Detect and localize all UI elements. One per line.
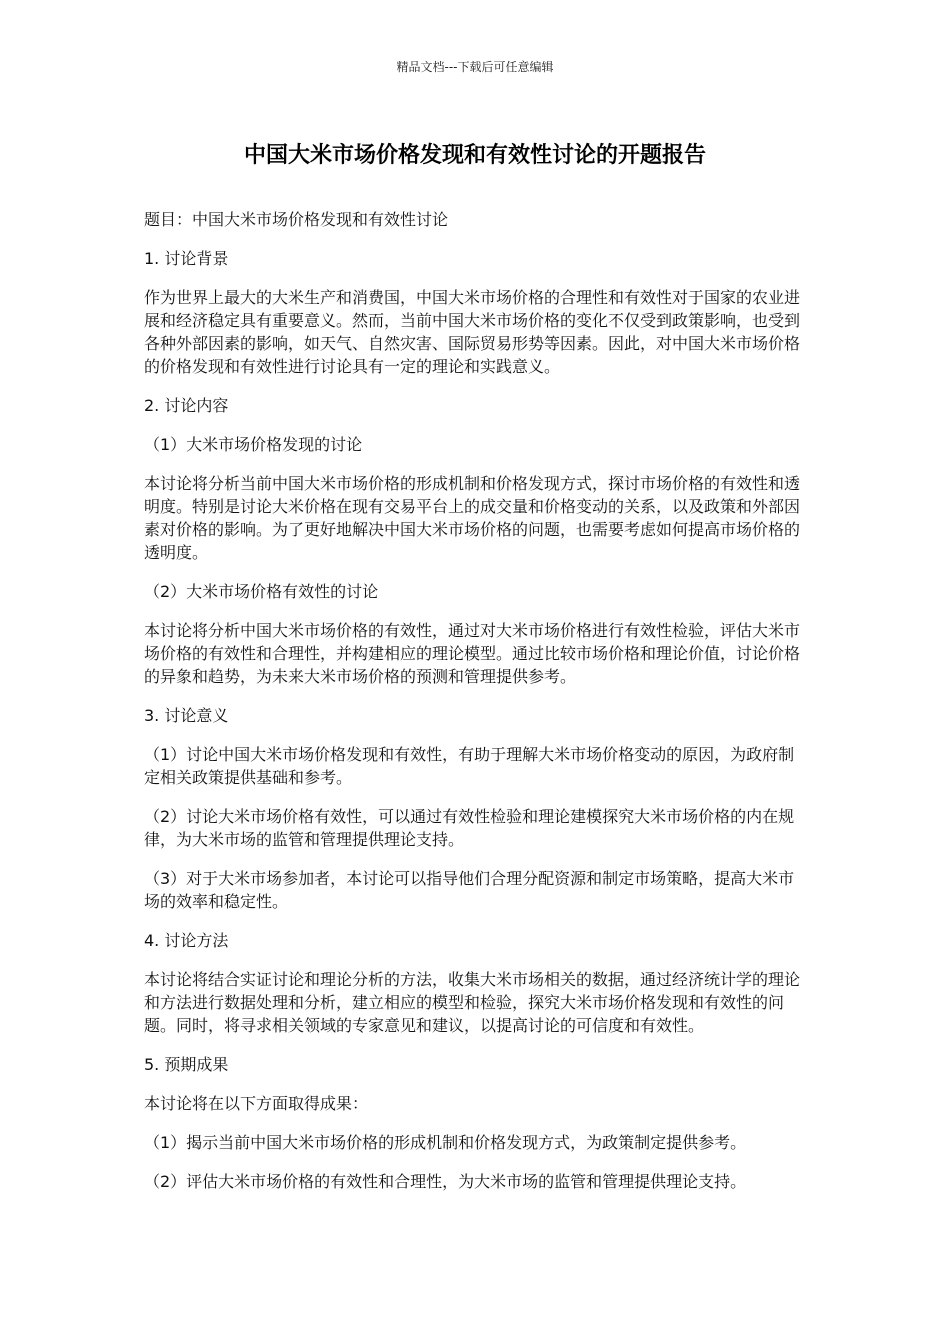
- section-heading-background: 1. 讨论背景: [144, 249, 229, 268]
- methods-paragraph: 本讨论将结合实证讨论和理论分析的方法，收集大米市场相关的数据，通过经济统计学的理论和方法进行数据处理和分析，建立相应的模型和检验，探究大米市场价格发现和有效性的问题。同时，将寻求相关领域的专家意见和建议，以提高讨论的可信度和有效性。: [144, 970, 801, 1035]
- price-efficiency-paragraph: 本讨论将分析中国大米市场价格的有效性，通过对大米市场价格进行有效性检验，评估大米市场价格的有效性和合理性，并构建相应的理论模型。通过比较市场价格和理论价值，讨论价格的异象和趋势，为未来大米市场价格的预测和管理提供参考。: [144, 621, 801, 686]
- significance-item-3: （3）对于大米市场参加者，本讨论可以指导他们合理分配资源和制定市场策略，提高大米市场的效率和稳定性。: [144, 869, 795, 911]
- header-note: 精品文档---下载后可任意编辑: [396, 60, 554, 74]
- section-heading-significance: 3. 讨论意义: [144, 706, 229, 725]
- significance-item-2: （2）讨论大米市场价格有效性，可以通过有效性检验和理论建模探究大米市场价格的内在规律，为大米市场的监管和管理提供理论支持。: [144, 807, 795, 849]
- document-body: [144, 208, 808, 1209]
- outcomes-intro: 本讨论将在以下方面取得成果：: [144, 1094, 369, 1113]
- subheading-price-discovery: （1）大米市场价格发现的讨论: [144, 435, 363, 454]
- topic-line: 题目：中国大米市场价格发现和有效性讨论: [144, 210, 449, 229]
- outcome-item-2: （2）评估大米市场价格的有效性和合理性，为大米市场的监管和管理提供理论支持。: [144, 1172, 747, 1191]
- price-discovery-paragraph: 本讨论将分析当前中国大米市场价格的形成机制和价格发现方式，探讨市场价格的有效性和透明度。特别是讨论大米价格在现有交易平台上的成交量和价格变动的关系，以及政策和外部因素对价格的影响。为了更好地解决中国大米市场价格的问题，也需要考虑如何提高市场价格的透明度。: [144, 474, 801, 562]
- significance-item-1: （1）讨论中国大米市场价格发现和有效性，有助于理解大米市场价格变动的原因，为政府制定相关政策提供基础和参考。: [144, 745, 795, 787]
- outcome-item-1: （1）揭示当前中国大米市场价格的形成机制和价格发现方式，为政策制定提供参考。: [144, 1133, 747, 1152]
- section-heading-outcomes: 5. 预期成果: [144, 1055, 229, 1074]
- section-heading-content: 2. 讨论内容: [144, 396, 229, 415]
- background-paragraph: 作为世界上最大的大米生产和消费国，中国大米市场价格的合理性和有效性对于国家的农业进展和经济稳定具有重要意义。然而，当前中国大米市场价格的变化不仅受到政策影响，也受到各种外部因素的影响，如天气、自然灾害、国际贸易形势等因素。因此，对中国大米市场价格的价格发现和有效性进行讨论具有一定的理论和实践意义。: [144, 288, 801, 376]
- document-title: 中国大米市场价格发现和有效性讨论的开题报告: [243, 143, 706, 168]
- section-heading-methods: 4. 讨论方法: [144, 931, 229, 950]
- subheading-price-efficiency: （2）大米市场价格有效性的讨论: [144, 582, 379, 601]
